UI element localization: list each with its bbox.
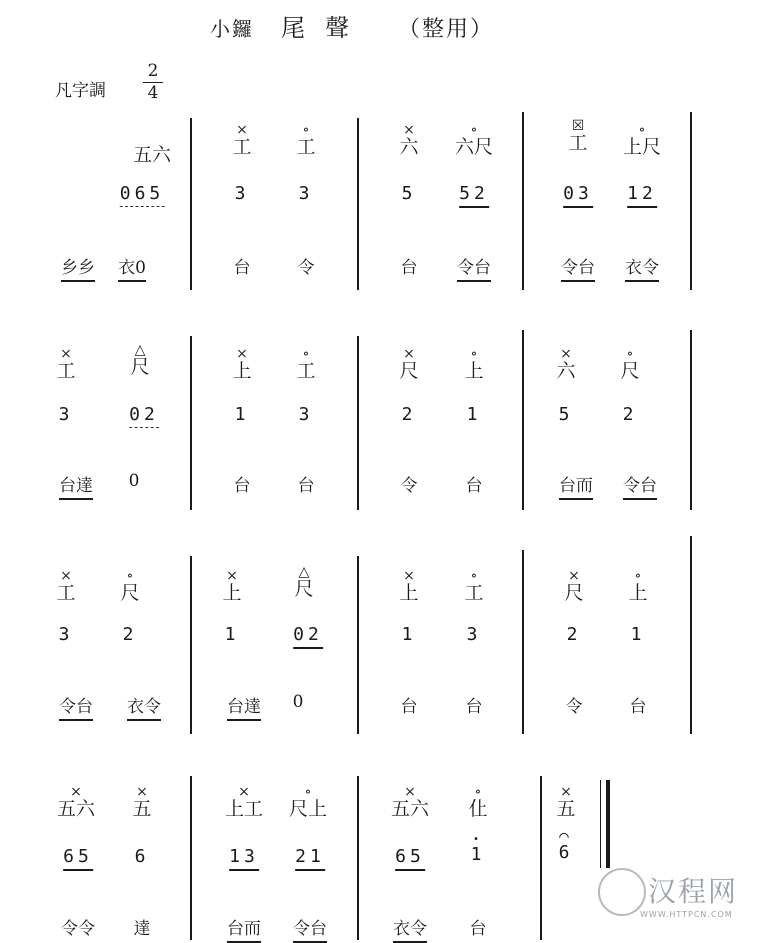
gongche-note: × 六 bbox=[399, 122, 419, 158]
gongche-note: △ 尺 bbox=[294, 564, 314, 600]
jianpu-number: 3 bbox=[58, 404, 74, 425]
watermark bbox=[590, 870, 738, 919]
jianpu-number: 65 bbox=[63, 846, 93, 871]
gongche-note: ∘ 上尺 bbox=[622, 122, 662, 158]
gongche-note: × 尺 bbox=[564, 568, 584, 604]
title bbox=[210, 8, 494, 43]
watermark-url: WWW.HTTPCN.COM bbox=[640, 910, 733, 919]
gongche-note: ∘ 尺 bbox=[620, 346, 640, 382]
jianpu-number: 2 bbox=[622, 404, 638, 425]
gongche-note: ∘ 六尺 bbox=[454, 122, 494, 158]
percussion-syllable: 令台 bbox=[561, 253, 595, 282]
gongche-note: ∘ 上 bbox=[464, 346, 484, 382]
percussion-syllable: 令台 bbox=[59, 692, 93, 721]
percussion-syllable: 令 bbox=[565, 697, 583, 717]
gongche-note: △ 尺 bbox=[130, 342, 150, 378]
jianpu-number: 1 bbox=[630, 624, 646, 645]
final-barline bbox=[606, 780, 610, 868]
percussion-syllable: 台達 bbox=[59, 471, 93, 500]
barline bbox=[522, 550, 524, 734]
barline bbox=[522, 330, 524, 510]
jianpu-number: 065 bbox=[120, 183, 165, 207]
percussion-syllable: 0 bbox=[292, 692, 304, 712]
gongche-note: × 工 bbox=[232, 122, 252, 158]
percussion-syllable: 令台 bbox=[623, 471, 657, 500]
barline bbox=[190, 556, 192, 734]
gongche-note: 五六 bbox=[132, 144, 172, 166]
barline bbox=[690, 112, 692, 290]
jianpu-number: ⌒ 6 bbox=[558, 826, 574, 863]
gongche-note: ∘ 上 bbox=[628, 568, 648, 604]
percussion-syllable: 台 bbox=[465, 697, 483, 717]
watermark-text: 汉程网 bbox=[648, 875, 739, 908]
time-signature bbox=[143, 62, 163, 103]
gongche-note: × 六 bbox=[556, 346, 576, 382]
percussion-syllable: 令台 bbox=[293, 914, 327, 943]
gongche-note: ∘ 工 bbox=[296, 122, 316, 158]
percussion-syllable: 達 bbox=[133, 919, 151, 939]
jianpu-number: 3 bbox=[298, 183, 314, 204]
gongche-note: × 工 bbox=[56, 568, 76, 604]
percussion-syllable: 令令 bbox=[61, 919, 95, 939]
jianpu-number: 1 bbox=[224, 624, 240, 645]
gongche-note: × 工 bbox=[56, 346, 76, 382]
percussion-syllable: 衣令 bbox=[127, 692, 161, 721]
title-part-2: 尾聲 bbox=[281, 14, 369, 42]
gongche-note: ☒ 工 bbox=[568, 118, 588, 154]
jianpu-number: 3 bbox=[234, 183, 250, 204]
jianpu-number: 1 bbox=[401, 624, 417, 645]
percussion-syllable: 台 bbox=[233, 476, 251, 496]
gongche-note: × 上 bbox=[399, 568, 419, 604]
percussion-syllable: 台 bbox=[469, 919, 487, 939]
percussion-syllable: 台 bbox=[297, 476, 315, 496]
barline bbox=[357, 118, 359, 290]
jianpu-number: 2 bbox=[122, 624, 138, 645]
jianpu-number: 12 bbox=[627, 183, 657, 208]
percussion-syllable: 衣0 bbox=[118, 253, 146, 282]
jianpu-number: 52 bbox=[459, 183, 489, 208]
title-part-3: （整用） bbox=[398, 17, 495, 42]
jianpu-number: 3 bbox=[298, 404, 314, 425]
jianpu-number: 65 bbox=[395, 846, 425, 871]
barline bbox=[357, 336, 359, 510]
percussion-syllable: 令台 bbox=[457, 253, 491, 282]
percussion-syllable: 台達 bbox=[227, 692, 261, 721]
barline bbox=[357, 776, 359, 940]
barline bbox=[540, 776, 542, 940]
jianpu-number: 3 bbox=[466, 624, 482, 645]
barline bbox=[690, 536, 692, 734]
gongche-note: × 尺 bbox=[399, 346, 419, 382]
barline bbox=[690, 330, 692, 510]
percussion-syllable: 衣令 bbox=[625, 253, 659, 282]
jianpu-number: 02 bbox=[129, 404, 159, 428]
jianpu-number: 6 bbox=[134, 846, 150, 867]
percussion-syllable: 0 bbox=[128, 471, 140, 491]
jianpu-number: 3 bbox=[58, 624, 74, 645]
time-signature-bottom: 4 bbox=[147, 83, 159, 103]
jianpu-number: 13 bbox=[229, 846, 259, 871]
gongche-note: × 五六 bbox=[390, 784, 430, 820]
gongche-note: × 上工 bbox=[224, 784, 264, 820]
barline bbox=[190, 776, 192, 940]
percussion-syllable: 台而 bbox=[559, 471, 593, 500]
percussion-syllable: 台 bbox=[400, 258, 418, 278]
mode-label: 凡字調 bbox=[55, 81, 106, 101]
gongche-note: × 五 bbox=[132, 784, 152, 820]
percussion-syllable: 台而 bbox=[227, 914, 261, 943]
gongche-note: × 五 bbox=[556, 784, 576, 820]
gongche-note: ∘ 工 bbox=[296, 346, 316, 382]
title-part-1: 小鑼 bbox=[210, 17, 254, 41]
barline bbox=[357, 556, 359, 734]
percussion-syllable: 令 bbox=[400, 476, 418, 496]
jianpu-number: • 1 bbox=[470, 834, 486, 865]
percussion-syllable: 乡乡 bbox=[61, 253, 95, 282]
percussion-syllable: 衣令 bbox=[393, 914, 427, 943]
barline bbox=[190, 118, 192, 290]
jianpu-number: 2 bbox=[566, 624, 582, 645]
final-barline bbox=[600, 780, 601, 868]
jianpu-number: 5 bbox=[558, 404, 574, 425]
fermata-icon: ⌒ bbox=[559, 826, 573, 845]
gongche-note: ∘ 尺上 bbox=[288, 784, 328, 820]
gongche-note: × 上 bbox=[232, 346, 252, 382]
gongche-note: ∘ 仩 bbox=[468, 784, 488, 820]
percussion-syllable: 令 bbox=[297, 258, 315, 278]
jianpu-number: 1 bbox=[234, 404, 250, 425]
jianpu-number: 21 bbox=[295, 846, 325, 871]
gongche-note: ∘ 工 bbox=[464, 568, 484, 604]
jianpu-number: 5 bbox=[401, 183, 417, 204]
time-signature-top: 2 bbox=[147, 61, 159, 81]
barline bbox=[522, 112, 524, 290]
percussion-syllable: 台 bbox=[233, 258, 251, 278]
gongche-note: × 上 bbox=[222, 568, 242, 604]
jianpu-number: 2 bbox=[401, 404, 417, 425]
jianpu-number: 03 bbox=[563, 183, 593, 208]
jianpu-number: 1 bbox=[466, 404, 482, 425]
percussion-syllable: 台 bbox=[400, 697, 418, 717]
gongche-note: × 五六 bbox=[56, 784, 96, 820]
jianpu-number: 02 bbox=[293, 624, 323, 649]
gongche-note: ∘ 尺 bbox=[120, 568, 140, 604]
barline bbox=[190, 336, 192, 510]
percussion-syllable: 台 bbox=[465, 476, 483, 496]
percussion-syllable: 台 bbox=[629, 697, 647, 717]
